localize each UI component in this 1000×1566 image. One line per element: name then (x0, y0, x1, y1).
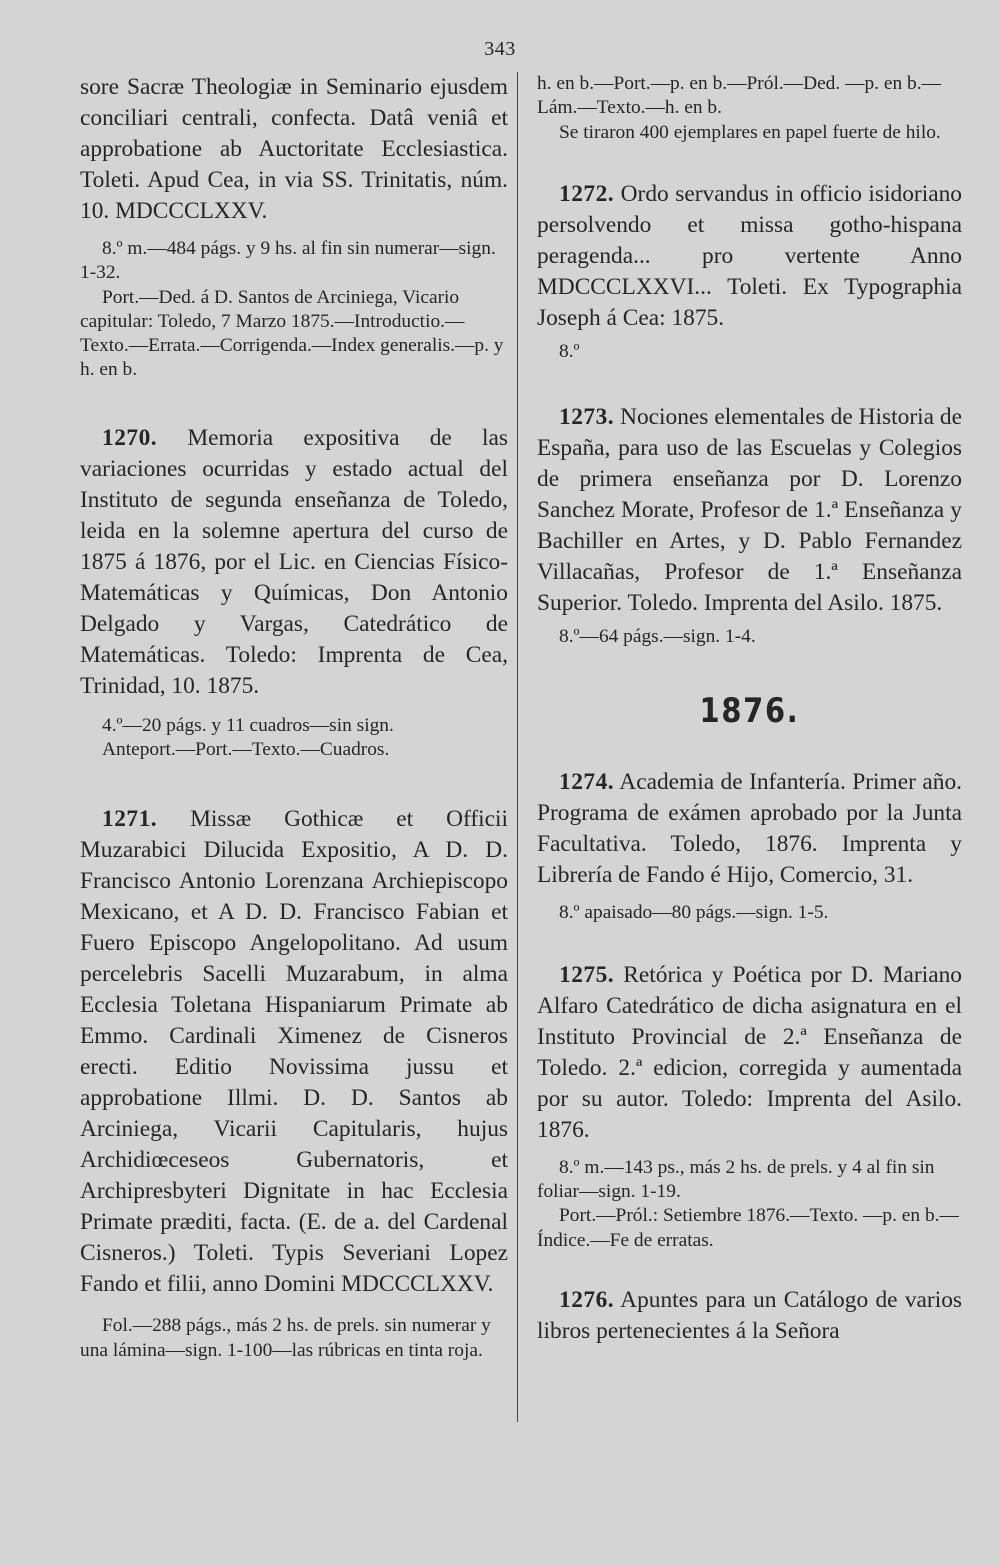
entry-text: Missæ Gothicæ et Officii Muzarabici Dilucida Expositio, A D. D. Francisco Antonio Lorenzana Archiepiscopo Mexicano, et A D. D. Francisco Fabian et Fuero Episcopo Angelopolitano. Ad usum percelebris Sacelli Muzarabum, in alma Ecclesia Toletana Hispaniarum Primate ab Emmo. Cardinali Ximenez de Cisneros erecti. Editio Novissima jussu et approbatione Illmi. D. D. Santos ab Arciniega, Vicarii Capitularis, hujus Archidiœceseos Gubernatoris, et Archipresbyteri Dignitate in hac Ecclesia Primate præditi, facta. (E. de a. del Cardenal Cisneros.) Toleti. Typis Severiani Lopez Fando et filii, anno Domini MDCCCLXXV. (80, 806, 508, 1298)
entry-continuation (80, 72, 508, 383)
entry-1274 (537, 767, 962, 925)
entry-contents: Port.—Ded. á D. Santos de Arciniega, Vicario capitular: Toledo, 7 Marzo 1875.—Introductio.—Texto.—Errata.—Corrigenda.—Index generalis.—p. y h. en b. (80, 286, 504, 381)
entry-title (80, 423, 508, 702)
entry-number: 1274. (559, 769, 615, 796)
year-heading: 1876. (699, 691, 800, 732)
entry-physical-description: 8.º—64 págs.—sign. 1-4. (559, 626, 756, 648)
entry-physical-description: 8.º m.—143 ps., más 2 hs. de prels. y 4 al fin sin foliar—sign. 1-19. (537, 1156, 935, 1203)
entry-number: 1276. (559, 1286, 615, 1313)
entry-title (537, 402, 962, 619)
entry-details (537, 340, 962, 364)
entry-physical-description: 8.º apaisado—80 págs.—sign. 1-5. (559, 902, 829, 924)
entry-title (537, 960, 962, 1146)
entry-number: 1275. (559, 961, 615, 988)
entry-title: sore Sacræ Theologiæ in Seminario ejusdem conciliari centrali, confecta. Datâ veniâ et approbatione ab Auctoritate Ecclesiastica. Toleti. Apud Cea, in via SS. Trinitatis, núm. 10. MDCCCLXXV. (80, 74, 508, 224)
entry-text: Nociones elementales de Historia de España, para uso de las Escuelas y Colegios de primera enseñanza por D. Lorenzo Sanchez Morate, Profesor de 1.ª Enseñanza y Bachiller en Artes, y D. Pablo Fernandez Villacañas, Profesor de 1.ª Enseñanza Superior. Toledo. Imprenta del Asilo. 1875. (537, 404, 962, 617)
page-number: 343 (484, 38, 516, 60)
entry-details (537, 72, 962, 145)
entry-details (80, 714, 508, 763)
entry-1270 (80, 423, 508, 763)
entry-1276 (537, 1285, 962, 1347)
entry-print-run: Se tiraron 400 ejemplares en papel fuerte de hilo. (559, 121, 941, 143)
entry-title (80, 804, 508, 1300)
entry-contents: Port.—Pról.: Setiembre 1876.—Texto. —p. en b.—Índice.—Fe de erratas. (537, 1205, 959, 1251)
entry-details (537, 901, 962, 925)
entry-details (80, 1314, 508, 1363)
entry-physical-description: 4.º—20 págs. y 11 cuadros—sin sign. (102, 714, 394, 736)
left-column (80, 72, 508, 1363)
entry-details (537, 625, 962, 649)
entry-continuation (537, 72, 962, 145)
entry-title (537, 767, 962, 891)
entry-contents: h. en b.—Port.—p. en b.—Pról.—Ded. —p. en b.—Lám.—Texto.—h. en b. (537, 73, 941, 119)
entry-title (537, 1285, 962, 1347)
entry-number: 1272. (559, 180, 615, 207)
entry-details (537, 1156, 962, 1253)
entry-number: 1271. (102, 806, 158, 833)
entry-text: Apuntes para un Catálogo de varios libros pertenecientes á la Señora (537, 1286, 963, 1344)
entry-physical-description: Fol.—288 págs., más 2 hs. de prels. sin numerar y una lámina—sign. 1-100—las rúbricas en tinta roja. (80, 1315, 491, 1361)
entry-1275 (537, 960, 962, 1253)
entry-text: Memoria expositiva de las variaciones ocurridas y estado actual del Instituto de segunda enseñanza de Toledo, leida en la solemne apertura del curso de 1875 á 1876, por el Lic. en Ciencias Físico-Matemáticas y Químicas, Don Antonio Delgado y Vargas, Catedrático de Matemáticas. Toledo: Imprenta de Cea, Trinidad, 10. 1875. (80, 424, 508, 699)
entry-1271 (80, 804, 508, 1363)
right-column (537, 72, 962, 1347)
entry-number: 1273. (559, 404, 615, 431)
column-divider (517, 72, 518, 1422)
entry-1272 (537, 179, 962, 364)
entry-physical-description: 8.º m.—484 págs. y 9 hs. al fin sin numerar—sign. 1-32. (80, 238, 496, 284)
entry-title (537, 179, 962, 334)
entry-number: 1270. (102, 424, 158, 451)
entry-physical-description: 8.º (559, 340, 580, 362)
entry-text: Retórica y Poética por D. Mariano Alfaro Catedrático de dicha asignatura en el Instituto Provincial de 2.ª Enseñanza de Toledo. 2.ª edicion, corregida y aumentada por su autor. Toledo: Imprenta del Asilo. 1876. (537, 961, 962, 1143)
entry-text: Academia de Infantería. Primer año. Programa de exámen aprobado por la Junta Facultativa. Toledo, 1876. Imprenta y Librería de Fando é Hijo, Comercio, 31. (537, 769, 962, 889)
entry-text: Ordo servandus in officio isidoriano persolvendo et missa gotho-hispana peragenda... pro vertente Anno MDCCCLXXVI... Toleti. Ex Typographia Joseph á Cea: 1875. (537, 180, 962, 331)
entry-1273 (537, 402, 962, 649)
entry-details (80, 237, 508, 383)
entry-contents: Anteport.—Port.—Texto.—Cuadros. (102, 739, 390, 761)
